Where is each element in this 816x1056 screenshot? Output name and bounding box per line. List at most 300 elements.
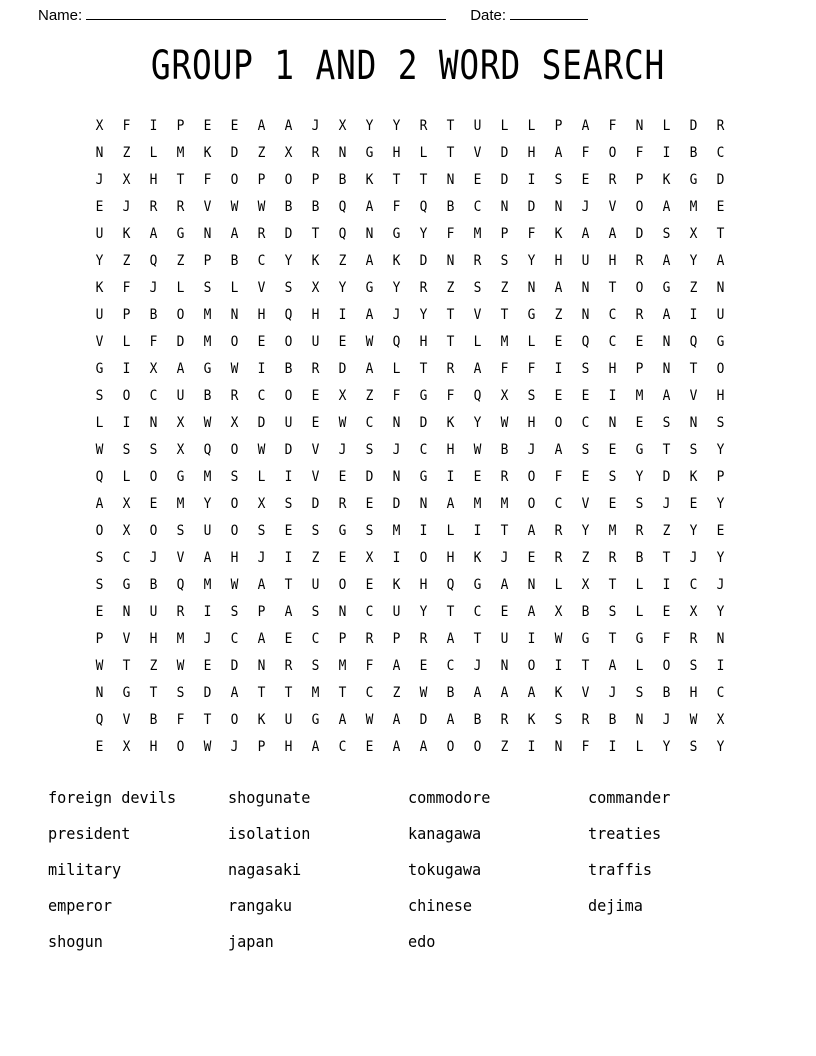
grid-cell[interactable]: Y [419,307,428,323]
grid-cell[interactable]: B [500,442,509,458]
grid-cell[interactable]: X [122,172,131,188]
grid-cell[interactable]: P [95,631,104,647]
grid-cell[interactable]: N [257,658,266,674]
grid-cell[interactable]: Q [176,577,185,593]
grid-cell[interactable]: Y [716,550,725,566]
grid-cell[interactable]: W [230,199,239,215]
grid-cell[interactable]: O [446,739,455,755]
word-list-item[interactable]: dejima [588,896,643,915]
grid-cell[interactable]: M [500,334,509,350]
grid-cell[interactable]: D [419,712,428,728]
grid-cell[interactable]: E [635,415,644,431]
grid-cell[interactable]: R [365,631,374,647]
word-list-item[interactable]: shogun [48,932,103,951]
grid-cell[interactable]: T [284,685,293,701]
grid-cell[interactable]: B [446,685,455,701]
grid-cell[interactable]: R [500,469,509,485]
grid-cell[interactable]: A [473,361,482,377]
grid-cell[interactable]: M [176,631,185,647]
grid-cell[interactable]: O [635,199,644,215]
grid-cell[interactable]: N [554,199,563,215]
grid-cell[interactable]: M [203,469,212,485]
grid-cell[interactable]: E [365,496,374,512]
grid-cell[interactable]: L [527,334,536,350]
grid-cell[interactable]: X [122,496,131,512]
grid-cell[interactable]: N [203,226,212,242]
grid-cell[interactable]: Y [689,523,698,539]
grid-cell[interactable]: U [95,307,104,323]
grid-cell[interactable]: V [122,712,131,728]
grid-cell[interactable]: Z [662,523,671,539]
grid-cell[interactable]: A [662,199,671,215]
grid-cell[interactable]: O [230,334,239,350]
grid-cell[interactable]: L [500,118,509,134]
grid-cell[interactable]: Y [581,523,590,539]
grid-cell[interactable]: Z [554,307,563,323]
grid-cell[interactable]: P [392,631,401,647]
grid-cell[interactable]: R [446,361,455,377]
grid-cell[interactable]: C [419,442,428,458]
grid-cell[interactable]: J [149,550,158,566]
grid-cell[interactable]: O [149,523,158,539]
grid-cell[interactable]: V [203,199,212,215]
grid-cell[interactable]: A [365,199,374,215]
grid-cell[interactable]: G [338,523,347,539]
grid-cell[interactable]: X [554,604,563,620]
grid-cell[interactable]: P [554,118,563,134]
grid-cell[interactable]: B [284,199,293,215]
grid-cell[interactable]: L [635,604,644,620]
grid-cell[interactable]: S [662,415,671,431]
grid-cell[interactable]: I [608,388,617,404]
grid-cell[interactable]: J [500,550,509,566]
grid-cell[interactable]: A [527,523,536,539]
grid-cell[interactable]: H [689,685,698,701]
grid-cell[interactable]: A [284,604,293,620]
grid-cell[interactable]: A [257,631,266,647]
grid-cell[interactable]: J [392,442,401,458]
grid-cell[interactable]: S [311,658,320,674]
word-list-item[interactable]: president [48,824,131,843]
word-list-item[interactable]: rangaku [228,896,293,915]
grid-cell[interactable]: X [122,739,131,755]
grid-cell[interactable]: U [500,631,509,647]
grid-cell[interactable]: W [95,658,104,674]
grid-cell[interactable]: S [554,712,563,728]
grid-cell[interactable]: U [203,523,212,539]
grid-cell[interactable]: O [716,361,725,377]
grid-cell[interactable]: G [419,388,428,404]
grid-cell[interactable]: L [95,415,104,431]
grid-cell[interactable]: E [284,523,293,539]
grid-cell[interactable]: Z [149,658,158,674]
grid-cell[interactable]: W [365,712,374,728]
grid-cell[interactable]: O [284,388,293,404]
grid-cell[interactable]: K [365,172,374,188]
grid-cell[interactable]: O [527,496,536,512]
grid-cell[interactable]: A [365,361,374,377]
grid-cell[interactable]: M [500,496,509,512]
grid-cell[interactable]: Y [392,280,401,296]
word-list-item[interactable]: nagasaki [228,860,302,879]
grid-cell[interactable]: C [689,577,698,593]
grid-cell[interactable]: D [284,226,293,242]
grid-cell[interactable]: O [149,469,158,485]
grid-cell[interactable]: L [473,334,482,350]
grid-cell[interactable]: A [392,712,401,728]
grid-cell[interactable]: E [554,334,563,350]
grid-cell[interactable]: T [581,658,590,674]
grid-cell[interactable]: M [473,496,482,512]
grid-cell[interactable]: Q [284,307,293,323]
grid-cell[interactable]: G [419,469,428,485]
grid-cell[interactable]: R [176,604,185,620]
grid-cell[interactable]: N [500,199,509,215]
grid-cell[interactable]: S [203,280,212,296]
grid-cell[interactable]: Y [716,604,725,620]
grid-cell[interactable]: R [257,226,266,242]
grid-cell[interactable]: N [662,334,671,350]
grid-cell[interactable]: S [95,388,104,404]
grid-cell[interactable]: Z [365,388,374,404]
grid-cell[interactable]: Q [338,199,347,215]
grid-cell[interactable]: R [635,523,644,539]
grid-cell[interactable]: A [230,226,239,242]
grid-cell[interactable]: T [446,118,455,134]
grid-cell[interactable]: D [230,658,239,674]
grid-cell[interactable]: N [365,226,374,242]
grid-cell[interactable]: S [122,442,131,458]
grid-cell[interactable]: E [95,199,104,215]
grid-cell[interactable]: L [149,145,158,161]
grid-cell[interactable]: T [689,361,698,377]
grid-cell[interactable]: E [149,496,158,512]
grid-cell[interactable]: N [527,577,536,593]
grid-cell[interactable]: D [635,226,644,242]
grid-cell[interactable]: S [662,226,671,242]
grid-cell[interactable]: J [473,658,482,674]
grid-cell[interactable]: I [527,739,536,755]
grid-cell[interactable]: T [284,577,293,593]
grid-cell[interactable]: R [608,172,617,188]
grid-cell[interactable]: H [716,388,725,404]
grid-cell[interactable]: N [581,280,590,296]
grid-cell[interactable]: X [149,361,158,377]
grid-cell[interactable]: J [527,442,536,458]
grid-cell[interactable]: I [122,415,131,431]
grid-cell[interactable]: M [203,307,212,323]
grid-cell[interactable]: V [257,280,266,296]
grid-cell[interactable]: P [257,172,266,188]
grid-cell[interactable]: H [392,145,401,161]
grid-cell[interactable]: G [473,577,482,593]
grid-cell[interactable]: L [662,118,671,134]
grid-cell[interactable]: X [716,712,725,728]
grid-cell[interactable]: P [203,253,212,269]
grid-cell[interactable]: E [581,172,590,188]
grid-cell[interactable]: Z [500,280,509,296]
grid-cell[interactable]: X [176,415,185,431]
grid-cell[interactable]: K [95,280,104,296]
grid-cell[interactable]: G [689,172,698,188]
grid-cell[interactable]: F [176,712,185,728]
grid-cell[interactable]: O [284,334,293,350]
grid-cell[interactable]: S [527,388,536,404]
grid-cell[interactable]: I [527,172,536,188]
grid-cell[interactable]: G [365,280,374,296]
grid-cell[interactable]: T [446,334,455,350]
grid-cell[interactable]: S [500,253,509,269]
grid-cell[interactable]: E [203,658,212,674]
grid-cell[interactable]: I [203,604,212,620]
name-write-in-line[interactable] [86,6,446,20]
grid-cell[interactable]: N [716,280,725,296]
grid-cell[interactable]: F [122,118,131,134]
grid-cell[interactable]: S [284,496,293,512]
grid-cell[interactable]: E [338,550,347,566]
grid-cell[interactable]: K [311,253,320,269]
grid-cell[interactable]: E [95,739,104,755]
word-list-item[interactable]: commander [588,788,671,807]
grid-cell[interactable]: Q [338,226,347,242]
grid-cell[interactable]: A [419,739,428,755]
grid-cell[interactable]: B [608,712,617,728]
grid-cell[interactable]: T [662,550,671,566]
grid-cell[interactable]: A [230,685,239,701]
grid-cell[interactable]: M [338,658,347,674]
grid-cell[interactable]: O [122,388,131,404]
grid-cell[interactable]: R [338,496,347,512]
grid-cell[interactable]: S [689,658,698,674]
grid-cell[interactable]: E [581,388,590,404]
grid-cell[interactable]: L [419,145,428,161]
grid-cell[interactable]: V [608,199,617,215]
grid-cell[interactable]: K [122,226,131,242]
grid-cell[interactable]: S [95,550,104,566]
grid-cell[interactable]: C [122,550,131,566]
grid-cell[interactable]: C [581,415,590,431]
grid-cell[interactable]: E [662,604,671,620]
grid-cell[interactable]: Y [419,604,428,620]
grid-cell[interactable]: Y [473,415,482,431]
grid-cell[interactable]: L [122,469,131,485]
grid-cell[interactable]: X [95,118,104,134]
grid-cell[interactable]: U [95,226,104,242]
grid-cell[interactable]: D [230,145,239,161]
grid-cell[interactable]: E [95,604,104,620]
grid-cell[interactable]: N [608,415,617,431]
grid-cell[interactable]: T [662,442,671,458]
grid-cell[interactable]: T [419,172,428,188]
grid-cell[interactable]: X [500,388,509,404]
grid-cell[interactable]: X [338,388,347,404]
grid-cell[interactable]: O [95,523,104,539]
grid-cell[interactable]: D [689,118,698,134]
grid-cell[interactable]: F [392,388,401,404]
grid-cell[interactable]: J [257,550,266,566]
grid-cell[interactable]: C [608,334,617,350]
grid-cell[interactable]: G [176,226,185,242]
grid-cell[interactable]: S [581,361,590,377]
grid-cell[interactable]: J [662,496,671,512]
grid-cell[interactable]: P [257,739,266,755]
grid-cell[interactable]: N [338,145,347,161]
grid-cell[interactable]: K [554,685,563,701]
grid-cell[interactable]: Z [176,253,185,269]
grid-cell[interactable]: K [662,172,671,188]
grid-cell[interactable]: R [554,550,563,566]
grid-cell[interactable]: U [473,118,482,134]
grid-cell[interactable]: F [581,145,590,161]
grid-cell[interactable]: M [473,226,482,242]
grid-cell[interactable]: B [149,307,158,323]
grid-cell[interactable]: A [203,550,212,566]
grid-cell[interactable]: B [581,604,590,620]
grid-cell[interactable]: A [581,226,590,242]
grid-cell[interactable]: W [473,442,482,458]
grid-cell[interactable]: O [230,442,239,458]
grid-cell[interactable]: N [95,685,104,701]
grid-cell[interactable]: E [500,604,509,620]
grid-cell[interactable]: A [257,577,266,593]
word-list-item[interactable]: traffis [588,860,653,879]
grid-cell[interactable]: I [149,118,158,134]
grid-cell[interactable]: A [392,739,401,755]
grid-cell[interactable]: G [716,334,725,350]
grid-cell[interactable]: T [608,280,617,296]
grid-cell[interactable]: L [392,361,401,377]
grid-cell[interactable]: O [608,145,617,161]
grid-cell[interactable]: N [338,604,347,620]
grid-cell[interactable]: Z [500,739,509,755]
grid-cell[interactable]: Q [203,442,212,458]
grid-cell[interactable]: C [608,307,617,323]
grid-cell[interactable]: J [689,550,698,566]
grid-cell[interactable]: P [635,172,644,188]
grid-cell[interactable]: K [473,550,482,566]
grid-cell[interactable]: C [473,604,482,620]
grid-cell[interactable]: B [446,199,455,215]
grid-cell[interactable]: F [662,631,671,647]
grid-cell[interactable]: T [392,172,401,188]
grid-cell[interactable]: O [338,577,347,593]
grid-cell[interactable]: T [122,658,131,674]
grid-cell[interactable]: H [284,739,293,755]
grid-cell[interactable]: M [176,496,185,512]
grid-cell[interactable]: S [581,442,590,458]
grid-cell[interactable]: T [311,226,320,242]
grid-cell[interactable]: W [203,415,212,431]
grid-cell[interactable]: E [311,415,320,431]
grid-cell[interactable]: M [176,145,185,161]
grid-cell[interactable]: C [230,631,239,647]
grid-cell[interactable]: G [662,280,671,296]
grid-cell[interactable]: T [446,145,455,161]
grid-cell[interactable]: B [311,199,320,215]
grid-cell[interactable]: G [581,631,590,647]
grid-cell[interactable]: S [311,604,320,620]
grid-cell[interactable]: B [284,361,293,377]
grid-cell[interactable]: H [419,334,428,350]
grid-cell[interactable]: R [608,550,617,566]
grid-cell[interactable]: S [689,739,698,755]
grid-cell[interactable]: L [176,280,185,296]
grid-cell[interactable]: P [176,118,185,134]
grid-cell[interactable]: D [203,685,212,701]
grid-cell[interactable]: F [554,469,563,485]
grid-cell[interactable]: R [581,712,590,728]
grid-cell[interactable]: A [527,685,536,701]
grid-cell[interactable]: C [365,604,374,620]
grid-cell[interactable]: M [689,199,698,215]
grid-cell[interactable]: B [635,550,644,566]
grid-cell[interactable]: E [716,199,725,215]
grid-cell[interactable]: V [581,685,590,701]
grid-cell[interactable]: I [284,550,293,566]
grid-cell[interactable]: S [176,523,185,539]
grid-cell[interactable]: G [635,631,644,647]
grid-cell[interactable]: C [311,631,320,647]
grid-cell[interactable]: I [554,361,563,377]
grid-cell[interactable]: Z [338,253,347,269]
word-list-item[interactable]: kanagawa [408,824,482,843]
grid-cell[interactable]: M [203,334,212,350]
grid-cell[interactable]: D [338,361,347,377]
grid-cell[interactable]: A [446,496,455,512]
grid-cell[interactable]: P [716,469,725,485]
grid-cell[interactable]: A [581,118,590,134]
grid-cell[interactable]: C [338,739,347,755]
grid-cell[interactable]: C [716,145,725,161]
grid-cell[interactable]: S [554,172,563,188]
grid-cell[interactable]: A [365,253,374,269]
grid-cell[interactable]: J [581,199,590,215]
grid-cell[interactable]: N [635,118,644,134]
grid-cell[interactable]: S [284,280,293,296]
grid-cell[interactable]: W [176,658,185,674]
grid-cell[interactable]: M [635,388,644,404]
grid-cell[interactable]: C [446,658,455,674]
grid-cell[interactable]: V [95,334,104,350]
grid-cell[interactable]: E [527,550,536,566]
grid-cell[interactable]: I [662,145,671,161]
grid-cell[interactable]: S [716,415,725,431]
grid-cell[interactable]: Z [122,253,131,269]
grid-cell[interactable]: R [419,280,428,296]
grid-cell[interactable]: F [203,172,212,188]
grid-cell[interactable]: I [689,307,698,323]
grid-cell[interactable]: W [338,415,347,431]
grid-cell[interactable]: W [230,577,239,593]
grid-cell[interactable]: V [311,442,320,458]
grid-cell[interactable]: H [554,253,563,269]
grid-cell[interactable]: I [716,658,725,674]
grid-cell[interactable]: H [608,361,617,377]
grid-cell[interactable]: Y [635,469,644,485]
grid-cell[interactable]: W [203,739,212,755]
grid-cell[interactable]: A [662,307,671,323]
grid-cell[interactable]: N [581,307,590,323]
grid-cell[interactable]: F [392,199,401,215]
grid-cell[interactable]: W [689,712,698,728]
grid-cell[interactable]: I [257,361,266,377]
grid-cell[interactable]: U [176,388,185,404]
grid-cell[interactable]: J [122,199,131,215]
grid-cell[interactable]: N [689,415,698,431]
word-list-item[interactable]: emperor [48,896,113,915]
grid-cell[interactable]: Q [419,199,428,215]
grid-cell[interactable]: T [608,631,617,647]
